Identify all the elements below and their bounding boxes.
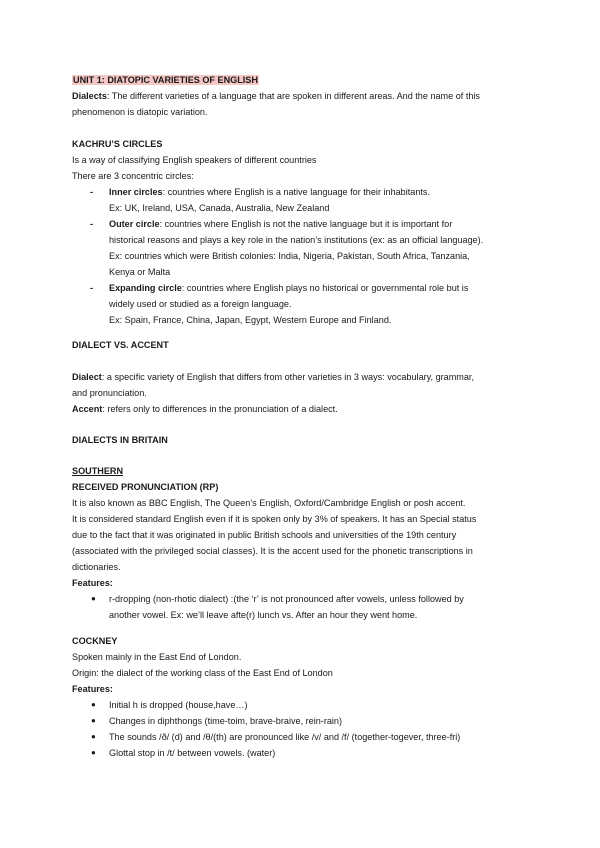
cockney-feature-1: Initial h is dropped (house,have…) (109, 700, 248, 710)
bullet-marker: ● (91, 700, 96, 709)
britain-heading: DIALECTS IN BRITAIN (72, 435, 168, 445)
bullet-marker: ● (91, 716, 96, 725)
expanding-circle-text-1: : countries where English plays no historical or governmental role but is (181, 283, 469, 293)
list-item (72, 697, 542, 713)
outer-circle-item (72, 216, 542, 280)
intro-text-1: : The different varieties of a language that are spoken in different areas. And the name of this (106, 91, 480, 101)
dialect-text-2: and pronunciation. (72, 388, 147, 398)
inner-circle-text: : countries where English is a native language for their inhabitants. (162, 187, 431, 197)
dialect-label: Dialect (72, 372, 102, 382)
cockney-section (72, 633, 542, 761)
dialect-accent-heading: DIALECT VS. ACCENT (72, 340, 169, 350)
dash-marker: - (90, 219, 94, 229)
outer-circle-example-2: Kenya or Malta (109, 267, 171, 277)
dialect-accent-body (72, 369, 542, 417)
page-title: UNIT 1: DIATOPIC VARIETIES OF ENGLISH (73, 75, 258, 85)
expanding-circle-item (72, 280, 542, 328)
southern-heading: SOUTHERN (72, 466, 124, 476)
list-item (72, 713, 542, 729)
list-item (72, 729, 542, 745)
britain-section (72, 432, 542, 448)
bullet-marker: ● (91, 732, 96, 741)
cockney-features-label: Features: (72, 684, 113, 694)
kachru-heading: KACHRU’S CIRCLES (72, 139, 163, 149)
intro-line-2: phenomenon is diatopic variation. (72, 107, 208, 117)
rp-line-4: (associated with the privileged social classes). It is the accent used for the phonetic transcriptions in (72, 546, 473, 556)
dialect-text-1: : a specific variety of English that differs from other varieties in 3 ways: vocabulary, grammar, (101, 372, 474, 382)
title-block (72, 72, 542, 120)
accent-text: : refers only to differences in the pronunciation of a dialect. (102, 404, 338, 414)
inner-circle-label: Inner circles (109, 187, 163, 197)
outer-circle-label: Outer circle (109, 219, 160, 229)
rp-feature-text-2: another vowel. Ex: we’ll leave afte(r) lunch vs. After an hour they went home. (109, 610, 418, 620)
rp-section (72, 463, 542, 623)
dash-marker: - (90, 283, 94, 293)
cockney-feature-3: The sounds /ð/ (d) and /θ/(th) are pronounced like /v/ and /f/ (together-togever, three-fri) (109, 732, 461, 742)
cockney-line-2: Origin: the dialect of the working class of the East End of London (72, 668, 333, 678)
bullet-marker: ● (91, 748, 96, 757)
list-item (72, 745, 542, 761)
kachru-line-2: There are 3 concentric circles: (72, 171, 194, 181)
cockney-feature-4: Glottal stop in /t/ between vowels. (water) (109, 748, 276, 758)
inner-circle-example: Ex: UK, Ireland, USA, Canada, Australia, New Zealand (109, 203, 330, 213)
expanding-circle-label: Expanding circle (109, 283, 182, 293)
rp-line-5: dictionaries. (72, 562, 121, 572)
outer-circle-text-1: : countries where English is not the native language but it is important for (159, 219, 453, 229)
rp-heading: RECEIVED PRONUNCIATION (RP) (72, 482, 219, 492)
rp-line-3: due to the fact that it was originated in public British schools and universities of the 19th century (72, 530, 457, 540)
cockney-feature-2: Changes in diphthongs (time-toim, brave-braive, rein-rain) (109, 716, 343, 726)
expanding-circle-example: Ex: Spain, France, China, Japan, Egypt, Western Europe and Finland. (109, 315, 392, 325)
expanding-circle-text-2: widely used or studied as a foreign language. (109, 299, 292, 309)
rp-features-label: Features: (72, 578, 113, 588)
intro-label: Dialects (72, 91, 107, 101)
rp-feature-item (72, 591, 542, 623)
kachru-line-1: Is a way of classifying English speakers of different countries (72, 155, 317, 165)
outer-circle-text-2: historical reasons and plays a key role in the nation’s institutions (ex: as an official language). (109, 235, 484, 245)
intro-line-1 (72, 88, 542, 104)
dialect-accent-section (72, 337, 542, 353)
bullet-marker: ● (91, 594, 96, 603)
rp-line-2: It is considered standard English even if it is spoken only by 3% of speakers. It has an Special status (72, 514, 477, 524)
dash-marker: - (90, 187, 94, 197)
accent-label: Accent (72, 404, 103, 414)
outer-circle-example-1: Ex: countries which were British colonies: India, Nigeria, Pakistan, South Africa, Tanzania, (109, 251, 470, 261)
cockney-heading: COCKNEY (72, 636, 118, 646)
inner-circle-item (72, 184, 542, 216)
cockney-line-1: Spoken mainly in the East End of London. (72, 652, 242, 662)
kachru-section (72, 136, 542, 328)
rp-feature-text-1: r-dropping (non-rhotic dialect) :(the ‘r’ is not pronounced after vowels, unless followed by (109, 594, 464, 604)
rp-line-1: It is also known as BBC English, The Queen’s English, Oxford/Cambridge English or posh accent. (72, 498, 466, 508)
